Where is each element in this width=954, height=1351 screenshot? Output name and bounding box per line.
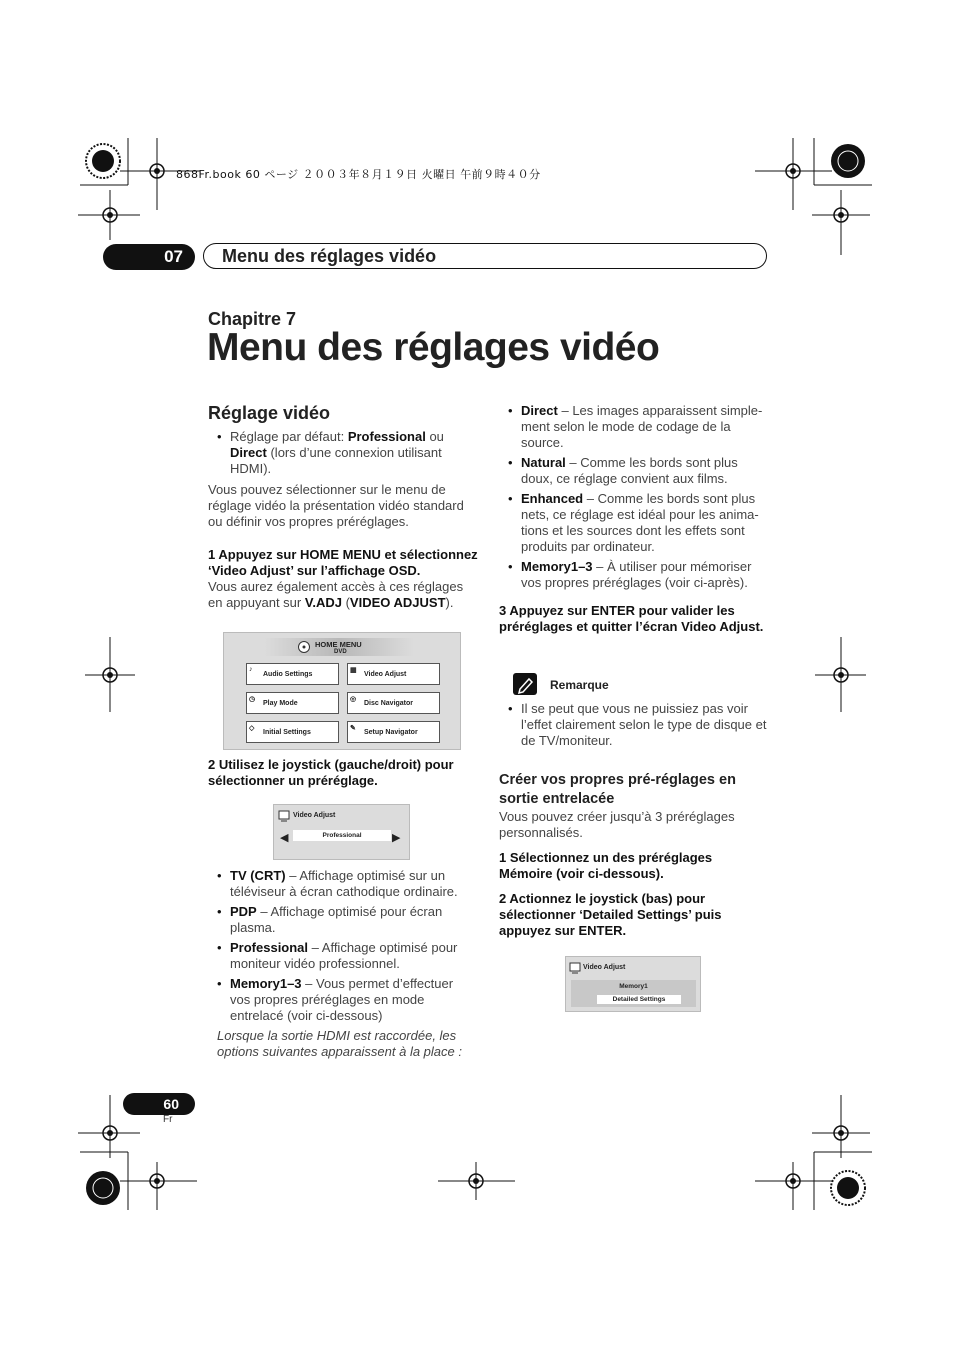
print-header: 868Fr.book 60 ページ ２００３年８月１９日 火曜日 午前９時４０分 [176, 168, 541, 181]
home-menu-title: HOME MENU [315, 640, 362, 649]
home-menu-screen [223, 632, 461, 750]
option-natural: • Natural – Comme les bords sont plus doux, ce réglage convient aux films. [499, 455, 769, 487]
option-enhanced: • Enhanced – Comme les bords sont plus nets, ce réglage est idéal pour les anima-tions et les sources dont les effets sont produits par ordinateur. [499, 491, 769, 555]
sub-step-2: 2 Actionnez le joystick (bas) pour sélectionner ‘Detailed Settings’ puis appuyez sur ENTER. [499, 891, 722, 938]
option-memory: • Memory1–3 – Vous permet d’effectuer vos propres préréglages en mode entrelacé (voir ci-dessous) [208, 976, 473, 1024]
option-memory-hdmi: • Memory1–3 – À utiliser pour mémoriser vos propres préréglages (voir ci-après). [499, 559, 769, 591]
initial-settings-button[interactable]: ◇ Initial Settings [246, 721, 339, 743]
preset-options-list [208, 868, 473, 1060]
left-column [208, 403, 478, 611]
memory-label: Memory1 [619, 983, 648, 990]
option-professional: • Professional – Affichage optimisé pour moniteur vidéo professionnel. [208, 940, 473, 972]
video-adjust-icon [569, 962, 581, 974]
arrow-left-icon[interactable]: ◀ [280, 832, 289, 844]
video-adjust-title: Video Adjust [583, 964, 626, 971]
speaker-icon: ♪ [249, 666, 253, 673]
intro-paragraph: Vous pouvez sélectionner sur le menu de réglage vidéo la présentation vidéo standard ou définir vos propres préréglages. [208, 482, 464, 529]
remark-title: Remarque [550, 678, 609, 692]
step-2: 2 Utilisez le joystick (gauche/droit) pour sélectionner un préréglage. [208, 757, 454, 788]
setup-navigator-button[interactable]: ✎ Setup Navigator [347, 721, 440, 743]
settings-icon: ◇ [249, 725, 255, 732]
disc-navigator-icon: ◎ [350, 696, 357, 703]
remark-block [499, 701, 769, 753]
detailed-settings-option[interactable]: Detailed Settings [597, 995, 681, 1004]
option-tv-crt: • TV (CRT) – Affichage optimisé sur un téléviseur à écran cathodique ordinaire. [208, 868, 473, 900]
page-title: Menu des réglages vidéo [207, 326, 660, 369]
disc-navigator-button[interactable]: ◎ Disc Navigator [347, 692, 440, 714]
sub-step-1: 1 Sélectionnez un des préréglages Mémoire (voir ci-dessous). [499, 850, 713, 881]
subsection-intro: Vous pouvez créer jusqu’à 3 préréglages personnalisés. [499, 809, 735, 840]
language-code: Fr [163, 1114, 173, 1125]
video-adjust-icon: ▦ [350, 667, 357, 674]
chapter-number-badge: 07 [103, 244, 195, 270]
video-adjust-icon [278, 810, 290, 822]
default-setting-bullet: • Réglage par défaut: Professional ou Direct (lors d’une connexion utilisant HDMI). [208, 429, 478, 477]
play-mode-button[interactable]: ◷ Play Mode [246, 692, 339, 714]
preset-value[interactable]: Professional [293, 830, 391, 841]
disc-icon [298, 641, 310, 653]
arrow-right-icon[interactable]: ▶ [392, 832, 401, 844]
hdmi-note: Lorsque la sortie HDMI est raccordée, les options suivantes apparaissent à la place : [217, 1028, 462, 1059]
step-3: 3 Appuyez sur ENTER pour valider les préréglages et quitter l’écran Video Adjust. [499, 603, 764, 634]
audio-settings-button[interactable]: ♪ Audio Settings [246, 663, 339, 685]
remark-bullet: • Il se peut que vous ne puissiez pas voir l’effet clairement selon le type de disque et de TV/moniteur. [499, 701, 769, 749]
play-mode-icon: ◷ [249, 696, 256, 703]
step-1: 1 Appuyez sur HOME MENU et sélectionnez ‘Video Adjust’ sur l’affichage OSD. [208, 547, 478, 578]
section-title: Réglage vidéo [208, 403, 331, 423]
option-pdp: • PDP – Affichage optimisé pour écran plasma. [208, 904, 473, 936]
subsection [499, 771, 769, 939]
page-number: 60 [123, 1093, 195, 1115]
video-adjust-screen-2 [565, 956, 701, 1012]
chapter-bar-title: Menu des réglages vidéo [203, 243, 767, 269]
setup-navigator-icon: ✎ [350, 725, 356, 732]
step-1-note: Vous aurez également accès à ces réglages en appuyant sur V.ADJ (VIDEO ADJUST). [208, 579, 464, 610]
chapter-label: Chapitre 7 [208, 309, 297, 329]
video-adjust-button[interactable]: ▦ Video Adjust [347, 663, 440, 685]
video-adjust-screen-1 [273, 804, 410, 860]
right-column [499, 403, 769, 635]
home-menu-subtitle: DVD [334, 649, 347, 655]
note-icon [513, 673, 537, 695]
video-adjust-title: Video Adjust [293, 812, 336, 819]
subsection-title: Créer vos propres pré-réglages en sortie entrelacée [499, 772, 736, 807]
option-direct: • Direct – Les images apparaissent simple-ment selon le mode de codage de la source. [499, 403, 769, 451]
